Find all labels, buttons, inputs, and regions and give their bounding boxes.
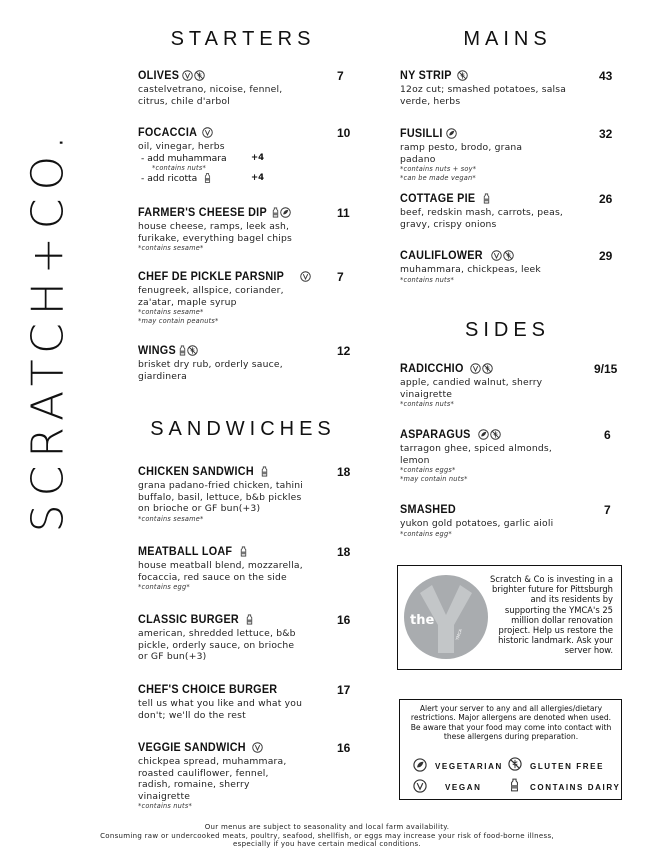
- gluten-free-icon: [490, 429, 501, 440]
- menu-item-olives: [138, 69, 348, 107]
- item-description: grana padano-fried chicken, tahini buffalo, basil, lettuce, b&b pickles on brioche or GF bun(+3): [138, 480, 304, 514]
- menu-item-chef-de-pickle-parsnip: [138, 270, 348, 325]
- item-name: FARMER'S CHEESE DIP: [138, 205, 267, 219]
- item-description: brisket dry rub, orderly sauce, giardinera: [138, 359, 283, 382]
- footer-line: Consuming raw or undercooked meats, poultry, seafood, shellfish, or eggs may increase your risk of food-borne illness,: [100, 831, 554, 840]
- item-description: beef, redskin mash, carrots, peas, gravy, crispy onions: [400, 207, 564, 230]
- item-price: 29: [599, 249, 613, 263]
- menu-item-farmers-cheese-dip: [138, 206, 348, 253]
- item-note: *may contain nuts*: [400, 474, 468, 483]
- vegetarian-icon: [413, 758, 427, 772]
- dairy-icon: [261, 466, 268, 477]
- ymca-message: Scratch & Co is investing in a brighter future for Pittsburgh and its residents by supporting the YMCA's 25 million dollar renovation project. Help us restore the historic landmark. Ask your server how.: [490, 574, 613, 656]
- item-price: 7: [337, 69, 344, 83]
- item-price: 9/15: [594, 362, 618, 376]
- ymca-callout: [397, 565, 622, 670]
- item-name: SMASHED: [400, 502, 456, 516]
- item-name: CAULIFLOWER: [400, 248, 483, 262]
- section-heading-sandwiches: SANDWICHES: [150, 418, 336, 440]
- vegetarian-icon: [478, 429, 489, 440]
- item-description: 12oz cut; smashed potatoes, salsa verde, herbs: [400, 84, 567, 107]
- item-name: FUSILLI: [400, 126, 443, 140]
- item-name: CHICKEN SANDWICH: [138, 464, 254, 478]
- item-price: 26: [599, 192, 613, 206]
- menu-item-wings: [138, 343, 351, 382]
- footer-line: Our menus are subject to seasonality and local farm availability.: [204, 823, 450, 831]
- item-price: 32: [599, 127, 613, 141]
- dairy-icon: [246, 614, 253, 625]
- item-note: *contains egg*: [400, 529, 452, 538]
- footer-line: especially if you have certain medical conditions.: [233, 840, 421, 849]
- legend-vegetarian: VEGETARIAN: [435, 762, 503, 771]
- item-name: COTTAGE PIE: [400, 191, 476, 205]
- item-name: FOCACCIA: [138, 125, 198, 139]
- item-price: 6: [604, 428, 611, 442]
- item-price: 7: [337, 270, 344, 284]
- legend-gluten-free: GLUTEN FREE: [530, 762, 605, 771]
- dairy-icon: [272, 207, 279, 218]
- vegan-icon: [252, 742, 263, 753]
- dairy-icon: [179, 345, 186, 356]
- dairy-icon: [240, 546, 247, 557]
- gluten-free-icon: [194, 70, 205, 81]
- legend-vegan: VEGAN: [445, 783, 482, 792]
- vegan-icon: [182, 70, 193, 81]
- item-name: WINGS: [138, 343, 176, 357]
- item-price: 18: [337, 545, 351, 559]
- item-note: *contains eggs*: [400, 466, 456, 474]
- menu-item-focaccia: [138, 125, 351, 184]
- item-name: CLASSIC BURGER: [138, 612, 239, 626]
- addon-ricotta: [138, 173, 348, 185]
- item-price: 17: [337, 683, 351, 697]
- item-description: oil, vinegar, herbs: [138, 141, 225, 152]
- item-note: *contains nuts*: [400, 400, 454, 408]
- ymca-logo-text: the: [410, 613, 435, 628]
- gluten-free-icon: [482, 363, 493, 374]
- item-note: *contains sesame*: [138, 308, 204, 316]
- vegan-icon: [491, 250, 502, 261]
- gluten-free-icon: [503, 250, 514, 261]
- vegetarian-icon: [280, 207, 291, 218]
- item-name: NY STRIP: [400, 68, 452, 82]
- dairy-icon: [204, 173, 211, 183]
- item-note: *contains nuts*: [400, 275, 454, 284]
- item-note: *contains sesame*: [138, 514, 204, 523]
- item-name: VEGGIE SANDWICH: [138, 740, 246, 754]
- addon-price: +4: [251, 172, 265, 183]
- menu-item-classic-burger: [138, 612, 351, 663]
- item-note: *contains sesame*: [138, 244, 204, 252]
- item-description: american, shredded lettuce, b&b pickle, orderly sauce, on brioche or GF bun(+3): [138, 628, 296, 662]
- section-heading-sides: SIDES: [464, 319, 551, 341]
- item-price: 7: [604, 503, 611, 517]
- brand-logo: [22, 95, 74, 565]
- item-description: house cheese, ramps, leek ash, furikake, everything bagel chips: [138, 221, 293, 244]
- item-name: ASPARAGUS: [400, 427, 471, 441]
- footer-disclaimer: [0, 823, 654, 849]
- item-name: MEATBALL LOAF: [138, 544, 233, 558]
- item-price: 18: [337, 465, 351, 479]
- item-name: RADICCHIO: [400, 361, 464, 375]
- addon-note: *contains nuts*: [152, 164, 206, 172]
- vegetarian-icon: [446, 128, 457, 139]
- vegan-icon: [202, 127, 213, 138]
- item-description: chickpea spread, muhammara, roasted cauliflower, fennel, radish, romaine, sherry vinaigrette: [138, 756, 287, 802]
- item-price: 16: [337, 741, 351, 755]
- menu-item-radicchio: [400, 362, 620, 409]
- ymca-logo-sub: YMCA: [454, 628, 464, 641]
- item-price: 11: [337, 206, 350, 220]
- item-note: *contains egg*: [138, 583, 190, 591]
- allergy-notice: [399, 699, 622, 800]
- section-heading-mains: MAINS: [463, 28, 552, 50]
- item-price: 43: [599, 69, 613, 83]
- gluten-free-icon: [457, 70, 468, 81]
- dairy-icon: [483, 193, 490, 204]
- menu-item-chicken-sandwich: [138, 464, 351, 523]
- item-description: yukon gold potatoes, garlic aioli: [400, 518, 554, 529]
- item-description: muhammara, chickpeas, leek: [400, 264, 541, 275]
- menu-item-fusilli: [400, 127, 615, 182]
- addon-label: - add ricotta: [141, 172, 198, 184]
- item-description: tell us what you like and what you don't; we'll do the rest: [138, 698, 303, 721]
- addon-label: - add muhammara: [141, 152, 227, 164]
- vegan-icon: [470, 363, 481, 374]
- item-price: 12: [337, 344, 351, 358]
- vegan-icon: [300, 271, 311, 282]
- legend-contains-dairy: CONTAINS DAIRY: [530, 783, 621, 792]
- menu-item-cottage-pie: [400, 192, 615, 230]
- item-description: fenugreek, allspice, coriander, za'atar, maple syrup: [138, 285, 284, 308]
- item-description: ramp pesto, brodo, grana padano: [400, 142, 523, 165]
- item-description: house meatball blend, mozzarella, focaccia, red sauce on the side: [138, 560, 303, 583]
- addon-muhammara: [138, 153, 348, 165]
- item-name: OLIVES: [138, 68, 180, 82]
- dairy-icon: [510, 778, 519, 792]
- allergy-message: Alert your server to any and all allergies/dietary restrictions. Major allergens are denoted when used. Be aware that your food may come into contact with these allergens during preparation.: [410, 704, 612, 741]
- item-note: *may contain peanuts*: [138, 316, 219, 325]
- item-name: CHEF'S CHOICE BURGER: [138, 682, 278, 696]
- menu-item-smashed: [400, 503, 615, 538]
- gluten-free-icon: [508, 757, 522, 771]
- item-name: CHEF DE PICKLE PARSNIP: [138, 269, 285, 283]
- addon-price: +4: [251, 152, 265, 163]
- section-heading-starters: STARTERS: [170, 28, 316, 50]
- gluten-free-icon: [187, 345, 198, 356]
- menu-item-veggie-sandwich: [138, 740, 351, 811]
- item-description: castelvetrano, nicoise, fennel, citrus, chile d'arbol: [138, 84, 283, 107]
- menu-item-cauliflower: [400, 249, 615, 284]
- menu-item-meatball-loaf: [138, 544, 351, 592]
- brand-name: SCRATCH+CO.: [22, 127, 74, 533]
- item-note: *can be made vegan*: [400, 173, 476, 182]
- menu-item-asparagus: [400, 428, 615, 483]
- item-description: apple, candied walnut, sherry vinaigrette: [400, 377, 543, 400]
- vegan-icon: [413, 779, 427, 793]
- item-note: *contains nuts*: [138, 802, 192, 810]
- item-note: *contains nuts + soy*: [400, 165, 477, 173]
- ymca-logo: [404, 575, 488, 659]
- item-description: tarragon ghee, spiced almonds, lemon: [400, 443, 552, 466]
- menu-item-chefs-choice-burger: [138, 682, 351, 721]
- item-price: 16: [337, 613, 351, 627]
- item-price: 10: [337, 126, 351, 140]
- menu-item-ny-strip: [400, 69, 615, 107]
